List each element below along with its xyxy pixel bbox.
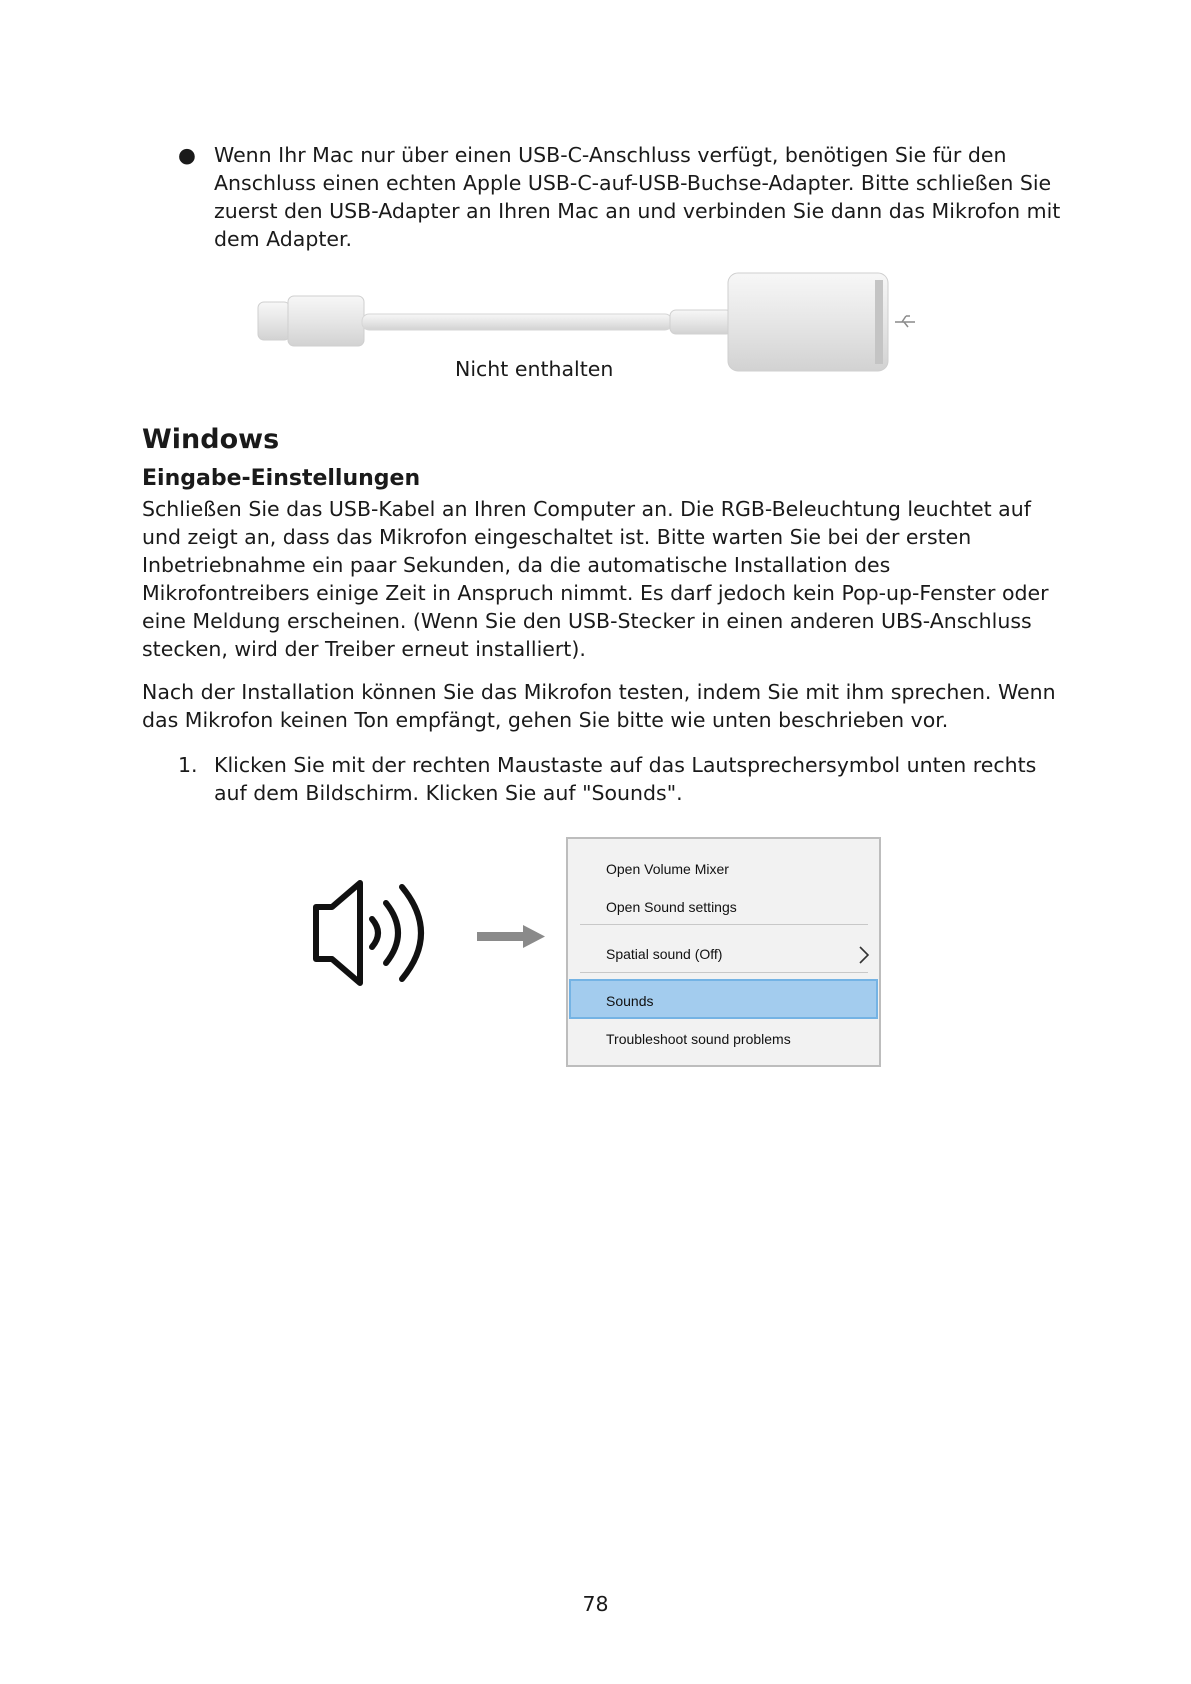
list-text: Klicken Sie mit der rechten Maustaste auf das Lautsprechersymbol unten rechts auf dem Bildschirm. Klicken Sie auf "Sounds". bbox=[214, 753, 1037, 805]
menu-separator bbox=[580, 972, 868, 973]
image-caption: Nicht enthalten bbox=[455, 357, 614, 381]
chevron-right-icon bbox=[858, 945, 870, 965]
list-number: 1. bbox=[178, 753, 198, 777]
menu-item-troubleshoot[interactable]: Troubleshoot sound problems bbox=[606, 1031, 791, 1047]
speaker-icon bbox=[310, 875, 460, 995]
paragraph: Nach der Installation können Sie das Mikrofon testen, indem Sie mit ihm sprechen. Wenn das Mikrofon keinen Ton empfängt, gehen Sie bitte wie unten beschrieben vor. bbox=[142, 680, 1056, 732]
arrow-right-icon bbox=[475, 922, 550, 952]
bullet-text: Wenn Ihr Mac nur über einen USB-C-Anschluss verfügt, benötigen Sie für den Anschluss einen echten Apple USB-C-auf-USB-Buchse-Adapter. Bitte schließen Sie zuerst den USB-Adapter an Ihren Mac an und verbinden Sie dann das Mikrofon mit dem Adapter. bbox=[214, 143, 1061, 251]
page-number: 78 bbox=[582, 1592, 609, 1616]
context-menu bbox=[566, 837, 881, 1067]
paragraph: Schließen Sie das USB-Kabel an Ihren Computer an. Die RGB-Beleuchtung leuchtet auf und zeigt an, dass das Mikrofon eingeschaltet ist. Bitte warten Sie bei der ersten Inbetriebnahme ein paar Sekunden, da die automatische Installation des Mikrofontreibers einige Zeit in Anspruch nimmt. Es darf jedoch kein Pop-up-Fenster oder eine Meldung erscheinen. (Wenn Sie den USB-Stecker in einen anderen UBS-Anschluss stecken, wird der Treiber erneut installiert). bbox=[142, 497, 1049, 661]
menu-item-spatial-sound[interactable]: Spatial sound (Off) bbox=[606, 946, 723, 962]
menu-item-open-volume-mixer[interactable]: Open Volume Mixer bbox=[606, 861, 729, 877]
bullet-symbol: ● bbox=[178, 143, 196, 167]
subsection-title: Eingabe-Einstellungen bbox=[142, 466, 421, 491]
menu-item-sounds[interactable]: Sounds bbox=[606, 993, 654, 1009]
menu-item-open-sound-settings[interactable]: Open Sound settings bbox=[606, 899, 737, 915]
section-title: Windows bbox=[142, 424, 280, 455]
menu-separator bbox=[580, 924, 868, 925]
